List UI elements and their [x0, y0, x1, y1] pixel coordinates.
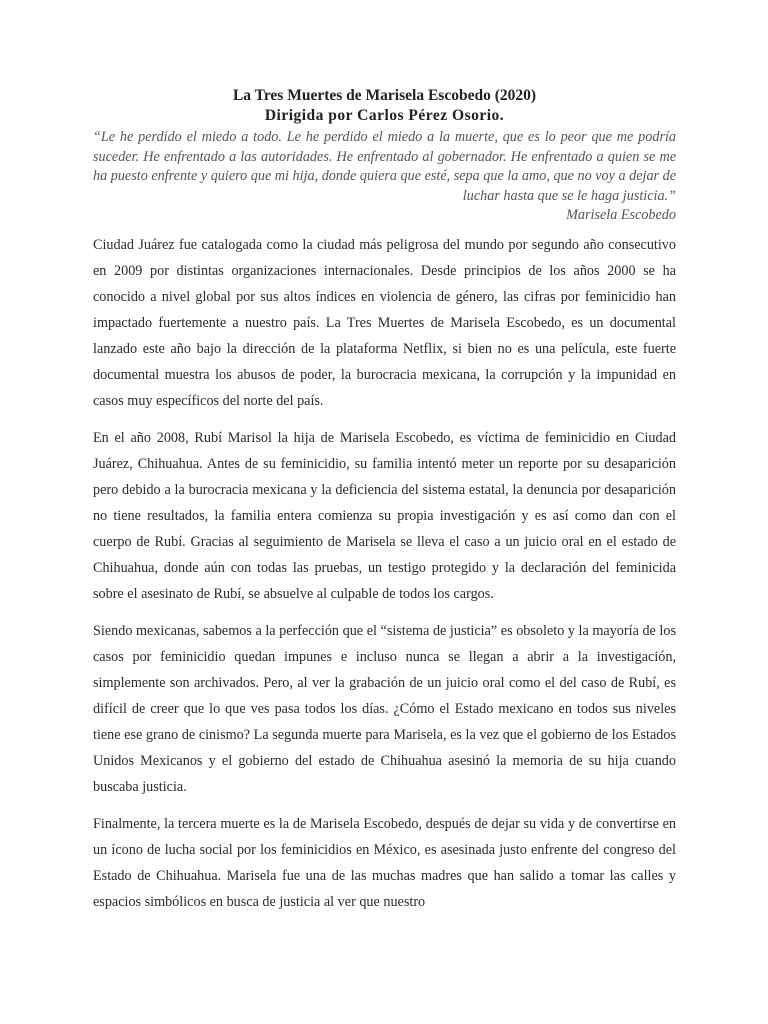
epigraph-quote: [93, 128, 676, 206]
quote-text: “Le he perdido el miedo a todo. Le he perdido el miedo a la muerte, que es lo peor que me podría suceder. He enfrentado a las autoridades. He enfrentado al gobernador. He enfrentado a quien se me ha puesto enfrente y quiero que mi hija, donde quiera que esté, sepa que la amo, que no voy a dejar de luchar hasta que se le haga justicia.”: [93, 129, 676, 204]
paragraph-4: Finalmente, la tercera muerte es la de Marisela Escobedo, después de dejar su vida y de convertirse en un ícono de lucha social por los feminicidios en México, es asesinada justo enfrente del congreso del Estado de Chihuahua. Marisela fue una de las muchas madres que han salido a tomar las calles y espacios simbólicos en busca de justicia al ver que nuestro: [93, 815, 676, 910]
paragraph-3: Siendo mexicanas, sabemos a la perfección que el “sistema de justicia” es obsoleto y la mayoría de los casos por feminicidio quedan impunes e incluso nunca se llegan a abrir a la investigación, simplemente son archivados. Pero, al ver la grabación de un juicio oral como el del caso de Rubí, es difícil de creer que lo que ves pasa todos los días. ¿Cómo el Estado mexicano en todos sus niveles tiene ese grano de cinismo? La segunda muerte para Marisela, es la vez que el gobierno de los Estados Unidos Mexicanos y el gobierno del estado de Chihuahua asesinó la memoria de su hija cuando buscaba justicia.: [93, 622, 676, 795]
document-title: La Tres Muertes de Marisela Escobedo (2020): [232, 87, 537, 104]
paragraph-1: Ciudad Juárez fue catalogada como la ciudad más peligrosa del mundo por segundo año consecutivo en 2009 por distintas organizaciones internacionales. Desde principios de los años 2000 se ha conocido a nivel global por sus altos índices en violencia de género, las cifras por feminicidio han impactado fuertemente a nuestro país. La Tres Muertes de Marisela Escobedo, es un documental lanzado este año bajo la dirección de la plataforma Netflix, si bien no es una película, este fuerte documental muestra los abusos de poder, la burocracia mexicana, la corrupción y la impunidad en casos muy específicos del norte del país.: [93, 236, 676, 409]
paragraph-2: En el año 2008, Rubí Marisol la hija de Marisela Escobedo, es víctima de feminicidio en Ciudad Juárez, Chihuahua. Antes de su feminicidio, su familia intentó meter un reporte por su desaparición pero debido a la burocracia mexicana y la deficiencia del sistema estatal, la denuncia por desaparición no tiene resultados, la familia entera comienza su propia investigación y es así como dan con el cuerpo de Rubí. Gracias al seguimiento de Marisela se lleva el caso a un juicio oral en el estado de Chihuahua, donde aún con todas las pruebas, un testigo protegido y la declaración del feminicida sobre el asesinato de Rubí, se absuelve al culpable de todos los cargos.: [93, 429, 676, 602]
document-subtitle: Dirigida por Carlos Pérez Osorio.: [264, 107, 505, 124]
document-page: [93, 86, 676, 926]
quote-attribution: Marisela Escobedo: [566, 207, 676, 223]
